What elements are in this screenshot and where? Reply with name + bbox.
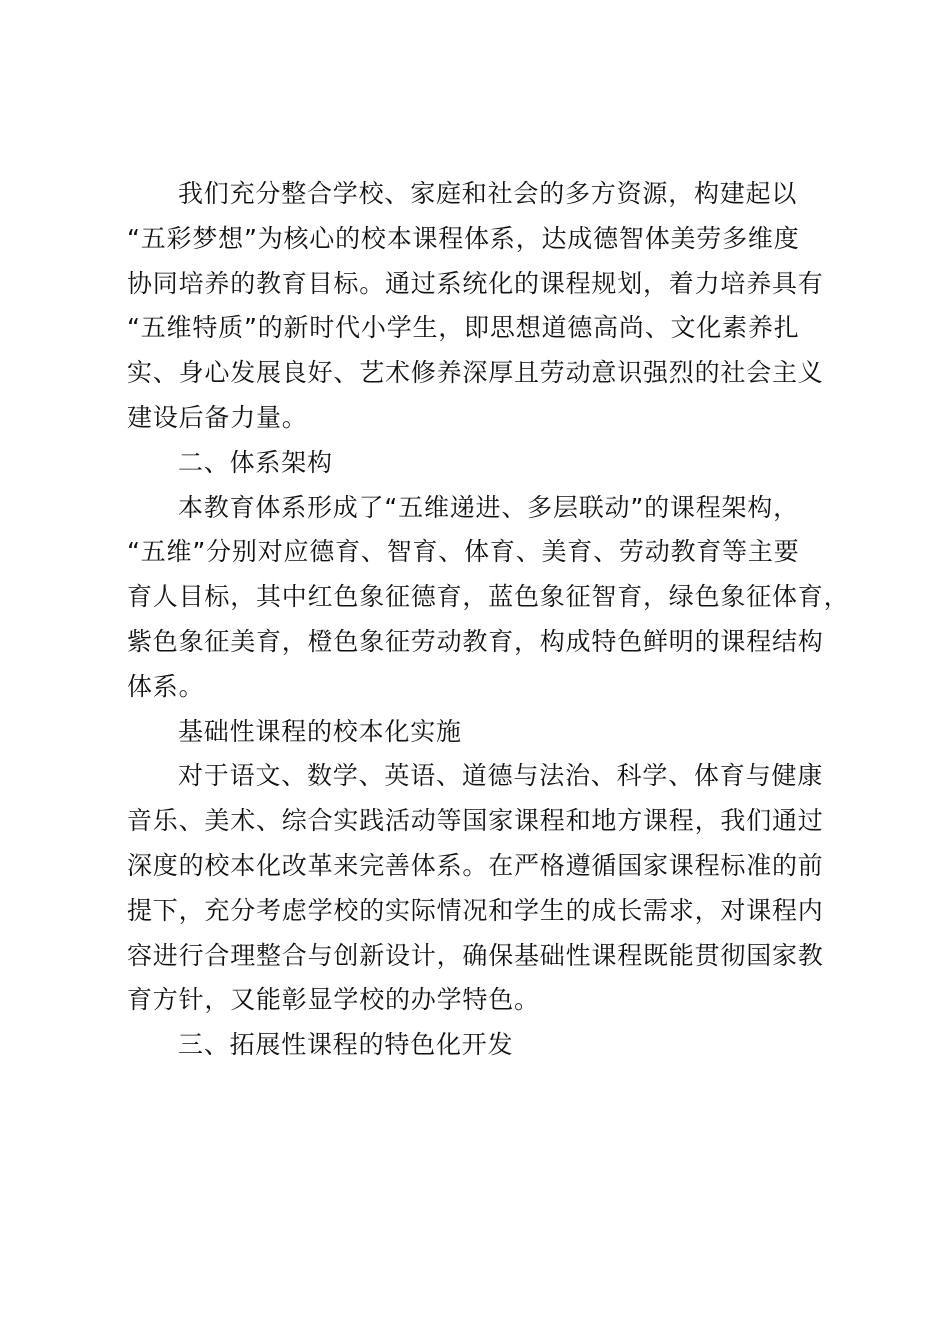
section-heading-basic-courses [127,710,833,755]
paragraph-architecture [127,486,850,710]
text-line: 我们充分整合学校、家庭和社会的多方资源，构建起以 [178,179,798,208]
heading-line: 二、体系架构 [178,447,333,477]
text-line: 体系。 [127,671,205,701]
text-line: 建设后备力量。 [127,402,308,432]
document-body [127,172,850,1068]
section-heading-architecture [127,441,833,486]
paragraph-basic-courses [127,754,833,1023]
text-line: 协同培养的教育目标。通过系统化的课程规划，着力培养具有 [127,268,824,298]
text-line: 育人目标，其中红色象征德育，蓝色象征智育，绿色象征体育， [127,582,850,612]
text-line: 本教育体系形成了“五维递进、多层联动”的课程架构， [178,492,799,522]
text-line: 容进行合理整合与创新设计，确保基础性课程既能贯彻国家教 [127,940,824,970]
heading-line: 基础性课程的校本化实施 [178,716,462,746]
text-line: 紫色象征美育，橙色象征劳动教育，构成特色鲜明的课程结构 [127,626,824,656]
text-line: 育方针，又能彰显学校的办学特色。 [127,985,540,1015]
text-line: 音乐、美术、综合实践活动等国家课程和地方课程，我们通过 [127,806,824,836]
paragraph-intro [127,172,833,441]
text-line: 深度的校本化改革来完善体系。在严格遵循国家课程标准的前 [127,850,824,880]
text-line: “五彩梦想”为核心的校本课程体系，达成德智体美劳多维度 [127,223,800,253]
text-line: “五维特质”的新时代小学生，即思想道德高尚、文化素养扎 [127,313,800,343]
text-line: 实、身心发展良好、艺术修养深厚且劳动意识强烈的社会主义 [127,358,824,388]
text-line: “五维”分别对应德育、智育、体育、美育、劳动教育等主要 [127,537,800,567]
section-heading-extended-courses [127,1023,833,1068]
heading-line: 三、拓展性课程的特色化开发 [178,1030,514,1060]
text-line: 提下，充分考虑学校的实际情况和学生的成长需求，对课程内 [127,895,824,925]
text-line: 对于语文、数学、英语、道德与法治、科学、体育与健康 [178,761,824,791]
